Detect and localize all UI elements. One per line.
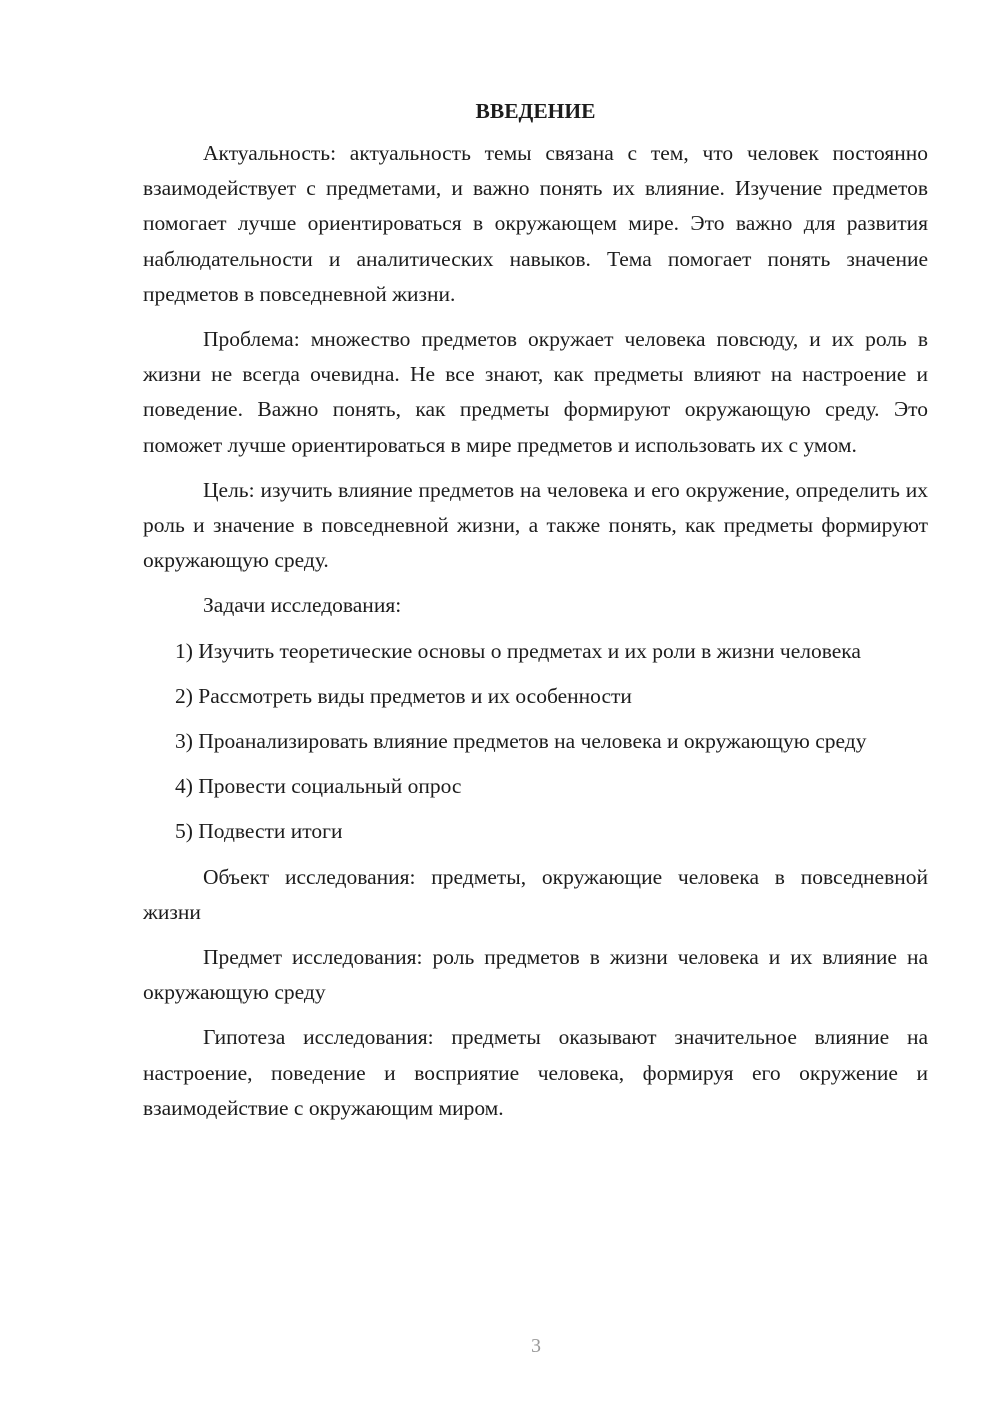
task-item-2: 2) Рассмотреть виды предметов и их особенности — [175, 683, 632, 708]
paragraph-tasks-heading: Задачи исследования: — [203, 593, 402, 618]
task-item-1: 1) Изучить теоретические основы о предметах и их роли в жизни человека — [175, 638, 861, 663]
paragraph-subject: Предмет исследования: роль предметов в жизни человека и их влияние на окружающую среду — [143, 945, 928, 1005]
task-item-5: 5) Подвести итоги — [175, 819, 343, 844]
paragraph-hypothesis: Гипотеза исследования: предметы оказывают значительное влияние на настроение, поведение и восприятие человека, формируя его окружение и взаимодействие с окружающим миром. — [143, 1025, 928, 1120]
page-number: 3 — [531, 1335, 541, 1357]
paragraph-relevance: Актуальность: актуальность темы связана с тем, что человек постоянно взаимодействует с предметами, и важно понять их влияние. Изучение предметов помогает лучше ориентироваться в окружающем мире. Это важно для развития наблюдательности и аналитических навыков. Тема помогает понять значение предметов в повседневной жизни. — [143, 141, 928, 306]
paragraph-object: Объект исследования: предметы, окружающие человека в повседневной жизни — [143, 864, 928, 924]
task-item-3: 3) Проанализировать влияние предметов на человека и окружающую среду — [175, 729, 867, 754]
task-item-4: 4) Провести социальный опрос — [175, 774, 462, 799]
paragraph-goal: Цель: изучить влияние предметов на человека и его окружение, определить их роль и значение в повседневной жизни, а также понять, как предметы формируют окружающую среду. — [143, 477, 928, 573]
page-content — [143, 96, 928, 1136]
paragraph-problem: Проблема: множество предметов окружает человека повсюду, и их роль в жизни не всегда очевидна. Не все знают, как предметы влияют на настроение и поведение. Важно понять, как предметы формируют окружающую среду. Это поможет лучше ориентироваться в мире предметов и использовать их с умом. — [143, 327, 928, 457]
section-title: ВВЕДЕНИЕ — [475, 99, 596, 123]
